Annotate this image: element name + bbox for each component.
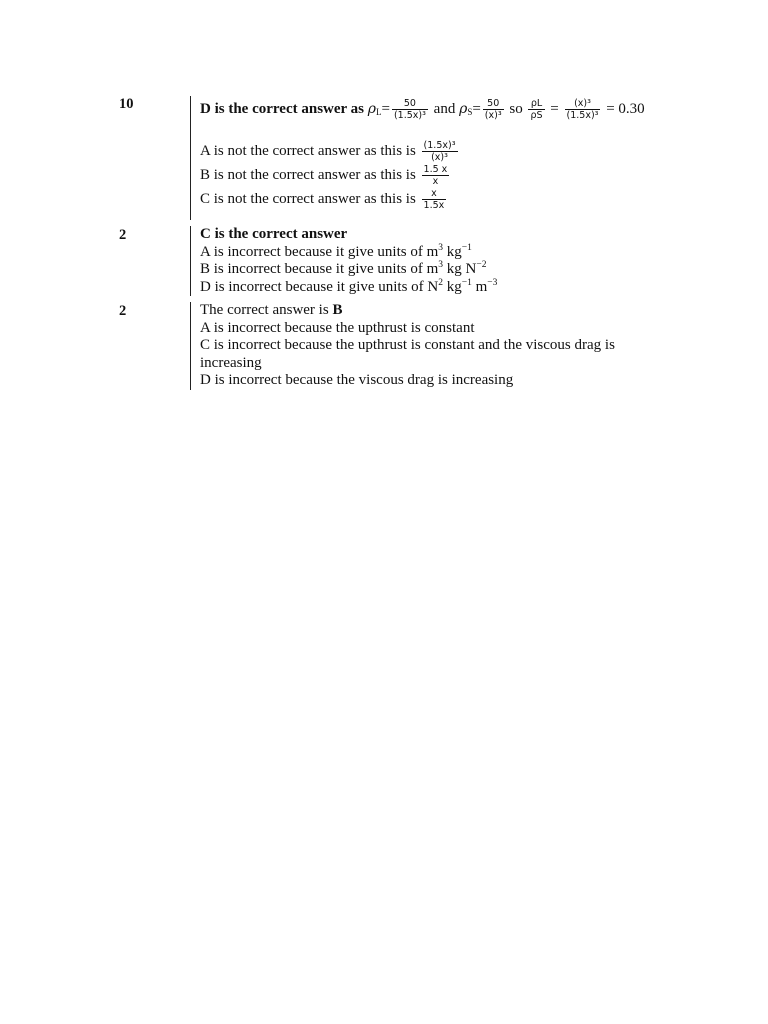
equals-sign: = xyxy=(381,101,390,117)
option-c-line: C is incorrect because the upthrust is constant and the viscous drag is increasing xyxy=(200,337,615,371)
correct-letter: B xyxy=(332,302,343,318)
option-a-fraction xyxy=(422,140,458,163)
and-word: and xyxy=(433,101,456,117)
option-a-text: A is incorrect because it give units of m xyxy=(200,243,439,260)
rho-s-symbol: ρ xyxy=(459,101,468,117)
option-b-line xyxy=(200,163,680,187)
fraction-denominator: (1.5x)³ xyxy=(393,110,426,122)
fraction-numerator: (x)³ xyxy=(565,98,601,110)
fraction-numerator: (1.5x)³ xyxy=(423,140,456,152)
option-d-text: D is incorrect because it give units of N xyxy=(200,278,439,295)
intro-text: The correct answer is xyxy=(200,302,333,318)
fraction-denominator: (x)³ xyxy=(431,152,448,164)
equals-sign: = xyxy=(550,101,559,117)
rho-l-symbol: ρ xyxy=(367,101,376,117)
option-b-fraction xyxy=(422,164,450,187)
equals-sign: = xyxy=(472,101,481,117)
option-d-line xyxy=(200,279,680,297)
question-number: 2 xyxy=(119,227,127,243)
fraction-denominator: x xyxy=(432,176,439,188)
rho-l-subscript: L xyxy=(375,107,382,117)
exponent: −1 xyxy=(461,242,472,253)
answer-block xyxy=(190,226,680,296)
option-b-text: B is not the correct answer as this is xyxy=(200,167,416,184)
result-value: = 0.30 xyxy=(606,101,645,117)
answer-block xyxy=(190,96,680,220)
unit-text: m xyxy=(471,278,488,295)
exponent: −1 xyxy=(461,277,472,288)
answer-block xyxy=(190,302,680,390)
fraction-rho-s xyxy=(483,98,504,121)
fraction-numerator: x xyxy=(422,188,447,200)
fraction-value xyxy=(565,98,601,121)
correct-answer-intro xyxy=(200,302,680,320)
unit-text: kg xyxy=(443,278,462,295)
question-number: 10 xyxy=(119,96,134,112)
exponent: −3 xyxy=(487,277,498,288)
exponent: −2 xyxy=(476,260,487,270)
option-c-fraction xyxy=(422,188,447,211)
correct-answer-line xyxy=(200,96,680,125)
option-a-line xyxy=(200,244,680,262)
correct-answer-lead: D is the correct answer as xyxy=(200,101,364,117)
fraction-numerator: ρL xyxy=(528,98,544,110)
exponent: 3 xyxy=(438,260,444,270)
option-c-text: C is not the correct answer as this is xyxy=(200,191,416,208)
option-a-text: A is not the correct answer as this is xyxy=(200,143,416,159)
fraction-rho-l xyxy=(392,98,428,121)
option-a-line xyxy=(200,139,680,163)
correct-answer-title: C is the correct answer xyxy=(200,226,348,242)
unit-text: kg N xyxy=(443,261,477,277)
fraction-numerator: 50 xyxy=(483,98,504,110)
fraction-ratio xyxy=(528,98,544,121)
fraction-numerator: 1.5 x xyxy=(423,164,448,176)
rho-s-subscript: S xyxy=(467,107,473,117)
so-word: so xyxy=(509,101,523,117)
option-b-line xyxy=(200,261,680,279)
unit-text: kg xyxy=(443,243,462,260)
fraction-denominator: ρS xyxy=(530,110,543,122)
option-b-text: B is incorrect because it give units of m xyxy=(200,261,439,277)
option-c-line xyxy=(200,187,680,211)
fraction-denominator: 1.5x xyxy=(423,200,445,212)
option-a-line: A is incorrect because the upthrust is constant xyxy=(200,319,475,336)
option-d-line: D is incorrect because the viscous drag is increasing xyxy=(200,372,514,388)
exponent: 2 xyxy=(438,277,444,288)
fraction-denominator: (x)³ xyxy=(484,110,502,122)
fraction-numerator: 50 xyxy=(392,98,428,110)
exponent: 3 xyxy=(438,242,444,253)
question-number: 2 xyxy=(119,303,127,319)
fraction-denominator: (1.5x)³ xyxy=(566,110,599,122)
